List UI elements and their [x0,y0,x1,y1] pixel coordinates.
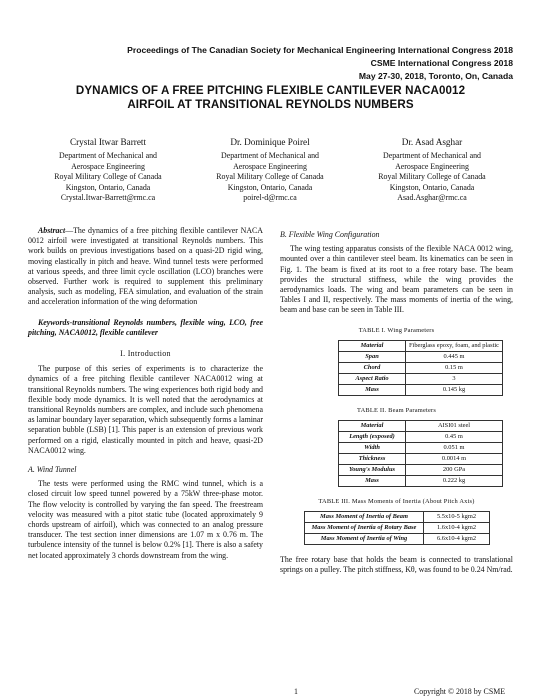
author-email[interactable]: poirel-d@rmc.ca [243,193,297,203]
table-row [339,384,503,395]
subsection-heading-wind-tunnel: A. Wind Tunnel [28,465,77,475]
author-dept: Aerospace Engineering [395,161,469,171]
congress-name: CSME International Congress 2018 [370,58,513,68]
author-name: Dr. Asad Asghar [401,137,463,147]
author-institution: Royal Military College of Canada [378,172,486,182]
table-cell: Length (exposed) [339,432,406,443]
table-cell: Mass Moment of Inertia of Beam [305,512,424,523]
table-cell: Material [339,421,406,432]
section-heading-introduction: I. Introduction [120,349,171,359]
keywords: Keywords-transitional Reynolds numbers, flexible wing, LCO, free pitching, NACA0012, flexible cantilever [28,317,263,337]
copyright: Copyright © 2018 by CSME [414,687,506,696]
table-row [339,465,503,476]
table-row [339,454,503,465]
author-block [23,137,193,203]
inertia-table [304,511,490,545]
table-row [305,523,490,534]
table-cell: Young's Modulus [339,465,406,476]
table-cell: 0.15 m [406,362,503,373]
table-cell: Fiberglass epoxy, foam, and plastic [406,340,503,351]
abstract-label: Abstract [38,226,66,235]
table-cell: 0.0014 m [406,454,503,465]
author-name: Crystal Itwar Barrett [69,137,147,147]
table-cell: Thickness [339,454,406,465]
table-cell: 5.5x10-5 kgm2 [424,512,490,523]
table-cell: 0.445 m [406,351,503,362]
abstract-text: —The dynamics of a free pitching flexible cantilever NACA 0012 airfoil were investigated at transitional Reynolds numbers. This work builds on previous investigations based on a quasi-2D rigid wing, moving elastically in pitch and heave. Wind tunnel tests were performed at various speeds, and three limit cycle oscillation (LCO) branches were observed. Further work is required to supplement this preliminary analysis, such as modeling, FEA simulation, and evaluation of the strain and acceleration information of the wing deformation [28,226,263,307]
table-cell: Mass [339,384,406,395]
author-block [185,137,355,203]
table-cell: Span [339,351,406,362]
table-cell: Aspect Ratio [339,373,406,384]
rotary-base-paragraph: The free rotary base that holds the beam is connected to translational springs on a pulley. The pitch stiffness, Kθ, was found to be 0.24 Nm/rad. [280,555,513,575]
congress-dates: May 27-30, 2018, Toronto, On, Canada [358,71,513,81]
table-2-caption: TABLE II. Beam Parameters [356,406,437,414]
table-row [305,534,490,545]
table-cell: Mass Moment of Inertia of Wing [305,534,424,545]
right-column [280,230,513,576]
author-email[interactable]: Asad.Asghar@rmc.ca [397,193,467,203]
introduction-paragraph: The purpose of this series of experiments is to characterize the dynamics of a free pitching flexible cantilever NACA0012 wing at transitional Reynolds numbers. The wing experiences both rigid body and flexible body mode dynamics. It is well noted that the aerodynamics at transitional Reynolds numbers are complex, and include such phenomena as laminar boundary layer separation, which subsequently forms a laminar separation bubble (LSB) [1]. This paper is an extension of previous work performed on a rigid, elastically mounted in pitch and heave, quasi-2D NACA0012 wing. [28,364,263,455]
table-cell: 0.222 kg [406,476,503,487]
table-cell: 200 GPa [406,465,503,476]
author-city: Kingston, Ontario, Canada [389,182,475,192]
table-row [339,373,503,384]
left-column [28,226,263,561]
table-1-caption: TABLE I. Wing Parameters [358,326,435,334]
paper-title-line-2: AIRFOIL AT TRANSITIONAL REYNOLDS NUMBERS [127,98,414,111]
author-institution: Royal Military College of Canada [216,172,324,182]
table-row [339,340,503,351]
author-block [347,137,517,203]
table-row [305,512,490,523]
table-cell: Mass [339,476,406,487]
table-cell: Material [339,340,406,351]
wind-tunnel-paragraph: The tests were performed using the RMC wind tunnel, which is a closed circuit low speed tunnel powered by a 75kW three-phase motor. The flow velocity is controlled by varying the fan speed. The freestream velocity was measured with a pitot static tube (located approximately 9 chords upstream of airfoil), which was connected to an analog pressure transducer. The test section inner dimensions are 1.07 m x 0.76 m. The turbulence intensity of the tunnel is below 0.2% [1]. There is also a safety net located approximately 3 chords downstream from the wing. [28,479,263,560]
table-3-caption: TABLE III. Mass Moments of Inertia (About Pitch Axis) [318,498,475,506]
author-dept: Department of Mechanical and [221,151,319,161]
subsection-heading-flexible-wing: B. Flexible Wing Configuration [280,230,380,239]
author-city: Kingston, Ontario, Canada [227,182,313,192]
beam-parameters-table [338,420,503,487]
flexible-wing-paragraph: The wing testing apparatus consists of the flexible NACA 0012 wing, mounted over a thin cantilever steel beam. Its kinematics can be seen in Fig. 1. The beam is fixed at its root to a free rotary base. The beam provides the structural stiffness, while the wing provides the aerodynamics loads. The wing and beam parameters can be seen in Tables I and II, respectively. The mass moments of inertia of the wing, beam and base can be seen in Table III. [280,244,513,315]
author-institution: Royal Military College of Canada [54,172,162,182]
table-row [339,476,503,487]
paper-title-line-1: DYNAMICS OF A FREE PITCHING FLEXIBLE CANTILEVER NACA0012 [75,84,466,97]
table-row [339,432,503,443]
table-cell: 3 [406,373,503,384]
table-cell: 0.051 m [406,443,503,454]
page-number: 1 [294,687,298,696]
author-city: Kingston, Ontario, Canada [65,182,151,192]
table-row [339,421,503,432]
author-dept: Aerospace Engineering [233,161,307,171]
wing-parameters-table [338,340,503,396]
table-cell: 0.145 kg [406,384,503,395]
table-cell: 6.6x10-4 kgm2 [424,534,490,545]
table-cell: 1.6x10-4 kgm2 [424,523,490,534]
table-cell: Mass Moment of Inertia of Rotary Base [305,523,424,534]
author-email[interactable]: Crystal.Itwar-Barrett@rmc.ca [60,193,156,203]
proceedings-title: Proceedings of The Canadian Society for Mechanical Engineering International Congress 2018 [127,45,513,55]
author-dept: Department of Mechanical and [383,151,481,161]
table-row [339,362,503,373]
table-row [339,443,503,454]
table-cell: 0.45 m [406,432,503,443]
table-row [339,351,503,362]
table-cell: Width [339,443,406,454]
table-cell: AISI01 steel [406,421,503,432]
author-dept: Department of Mechanical and [59,151,157,161]
table-cell: Chord [339,362,406,373]
abstract [28,226,263,308]
author-dept: Aerospace Engineering [71,161,145,171]
author-name: Dr. Dominique Poirel [230,137,310,147]
